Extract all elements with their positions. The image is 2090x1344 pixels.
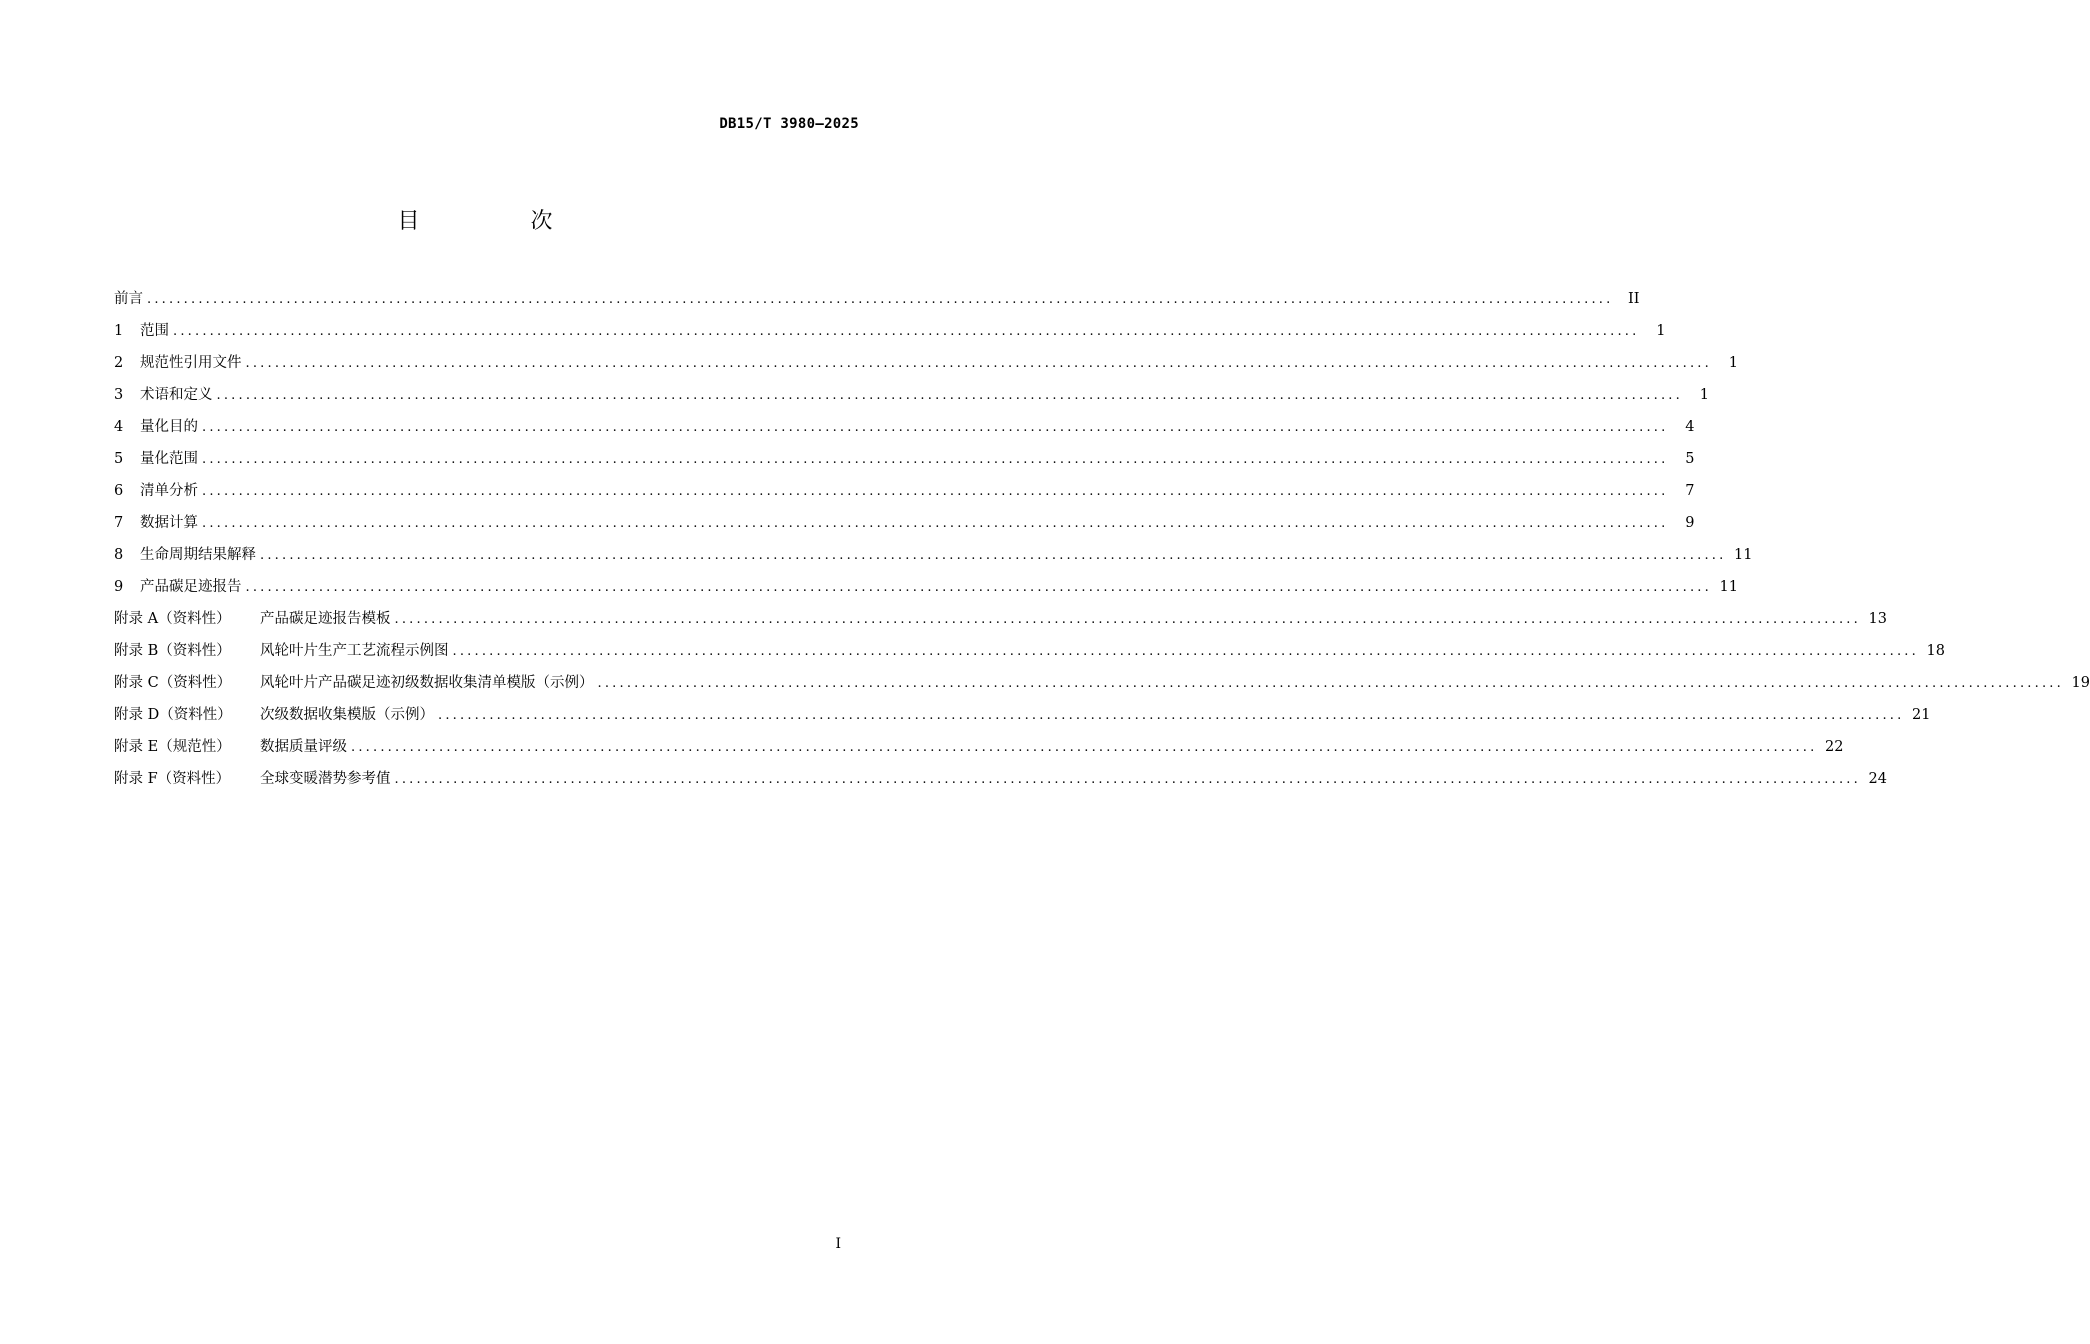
toc-entry-number: 6 — [114, 483, 124, 499]
toc-entry[interactable] — [114, 608, 1887, 640]
toc-entry[interactable] — [114, 704, 1931, 736]
document-code: DB15/T 3980—2025 — [719, 116, 859, 132]
toc-entry[interactable] — [114, 544, 1753, 576]
toc-entry-page: 24 — [1868, 771, 1887, 787]
toc-leader-dots: ........................................................................................................................................................................................................ — [245, 580, 1712, 595]
toc-leader-dots: ........................................................................................................................................................................................................ — [202, 484, 1669, 499]
toc-entry-title: 产品碳足迹报告模板 — [260, 611, 391, 627]
toc-entry-appendix-label: 附录 B（资料性） — [114, 643, 231, 659]
toc-entry[interactable] — [114, 736, 1844, 768]
toc-leader-dots: ........................................................................................................................................................................................................ — [173, 324, 1640, 339]
toc-entry-title: 全球变暖潜势参考值 — [260, 771, 391, 787]
toc-entry[interactable] — [114, 384, 1709, 416]
toc-entry-number: 1 — [114, 323, 124, 339]
toc-entry-page: 1 — [1699, 387, 1709, 403]
toc-entry[interactable] — [114, 352, 1738, 384]
toc-leader-dots: ........................................................................................................................................................................................................ — [245, 356, 1712, 371]
toc-entry[interactable] — [114, 288, 1640, 320]
toc-entry-title: 次级数据收集模版（示例） — [260, 707, 434, 723]
toc-entry-title: 前言 — [114, 291, 143, 307]
toc-leader-dots: ........................................................................................................................................................................................................ — [351, 740, 1818, 755]
toc-leader-dots: ........................................................................................................................................................................................................ — [202, 420, 1669, 435]
toc-entry-title: 清单分析 — [140, 483, 198, 499]
toc-entry-appendix-label: 附录 C（资料性） — [114, 675, 232, 691]
toc-leader-dots: ........................................................................................................................................................................................................ — [452, 644, 1919, 659]
toc-entry-page: 5 — [1685, 451, 1695, 467]
toc-entry-title: 量化目的 — [140, 419, 198, 435]
toc-entry-number: 3 — [114, 387, 124, 403]
toc-entry-appendix-label: 附录 D（资料性） — [114, 707, 232, 723]
toc-leader-dots: ........................................................................................................................................................................................................ — [202, 452, 1669, 467]
toc-entry[interactable] — [114, 512, 1695, 544]
toc-entry-number: 4 — [114, 419, 124, 435]
toc-entry-page: 18 — [1926, 643, 1945, 659]
toc-entry-appendix-label: 附录 A（资料性） — [114, 611, 231, 627]
toc-entry[interactable] — [114, 480, 1695, 512]
toc-entry-page: 11 — [1719, 579, 1738, 595]
toc-leader-dots: ........................................................................................................................................................................................................ — [202, 516, 1669, 531]
toc-leader-dots: ........................................................................................................................................................................................................ — [597, 676, 2064, 691]
toc-leader-dots: ........................................................................................................................................................................................................ — [147, 292, 1614, 307]
toc-entry-page: 1 — [1656, 323, 1666, 339]
toc-entry-page: II — [1628, 291, 1640, 307]
toc-entry-title: 风轮叶片产品碳足迹初级数据收集清单模版（示例） — [260, 675, 594, 691]
toc-entry-page: 19 — [2071, 675, 2090, 691]
page-number: I — [835, 1236, 841, 1252]
table-of-contents — [114, 288, 2090, 800]
toc-entry-title: 生命周期结果解释 — [140, 547, 256, 563]
page-title: 目 次 — [397, 209, 605, 234]
toc-entry-appendix-label: 附录 F（资料性） — [114, 771, 231, 787]
toc-entry-title: 规范性引用文件 — [140, 355, 242, 371]
toc-leader-dots: ........................................................................................................................................................................................................ — [394, 772, 1861, 787]
toc-entry-number: 2 — [114, 355, 124, 371]
toc-entry-appendix-label: 附录 E（规范性） — [114, 739, 231, 755]
toc-entry-title: 数据质量评级 — [260, 739, 347, 755]
toc-entry[interactable] — [114, 576, 1738, 608]
toc-entry-page: 9 — [1685, 515, 1695, 531]
toc-entry-page: 21 — [1912, 707, 1931, 723]
toc-entry-number: 5 — [114, 451, 124, 467]
toc-entry-title: 数据计算 — [140, 515, 198, 531]
toc-entry-title: 量化范围 — [140, 451, 198, 467]
toc-entry-page: 7 — [1685, 483, 1695, 499]
toc-entry-page: 1 — [1728, 355, 1738, 371]
toc-entry-number: 8 — [114, 547, 124, 563]
toc-entry-title: 风轮叶片生产工艺流程示例图 — [260, 643, 449, 659]
toc-entry[interactable] — [114, 640, 1945, 672]
toc-entry-number: 9 — [114, 579, 124, 595]
toc-leader-dots: ........................................................................................................................................................................................................ — [394, 612, 1861, 627]
toc-entry-title: 术语和定义 — [140, 387, 213, 403]
toc-entry-page: 22 — [1825, 739, 1844, 755]
toc-entry-page: 4 — [1685, 419, 1695, 435]
toc-leader-dots: ........................................................................................................................................................................................................ — [260, 548, 1727, 563]
toc-entry-page: 11 — [1734, 547, 1753, 563]
toc-entry[interactable] — [114, 448, 1695, 480]
toc-entry-number: 7 — [114, 515, 124, 531]
toc-entry[interactable] — [114, 320, 1666, 352]
toc-leader-dots: ........................................................................................................................................................................................................ — [216, 388, 1683, 403]
toc-entry-page: 13 — [1868, 611, 1887, 627]
toc-entry[interactable] — [114, 672, 2090, 704]
toc-leader-dots: ........................................................................................................................................................................................................ — [438, 708, 1905, 723]
toc-entry[interactable] — [114, 416, 1695, 448]
toc-entry-title: 范围 — [140, 323, 169, 339]
toc-entry-title: 产品碳足迹报告 — [140, 579, 242, 595]
toc-entry[interactable] — [114, 768, 1887, 800]
